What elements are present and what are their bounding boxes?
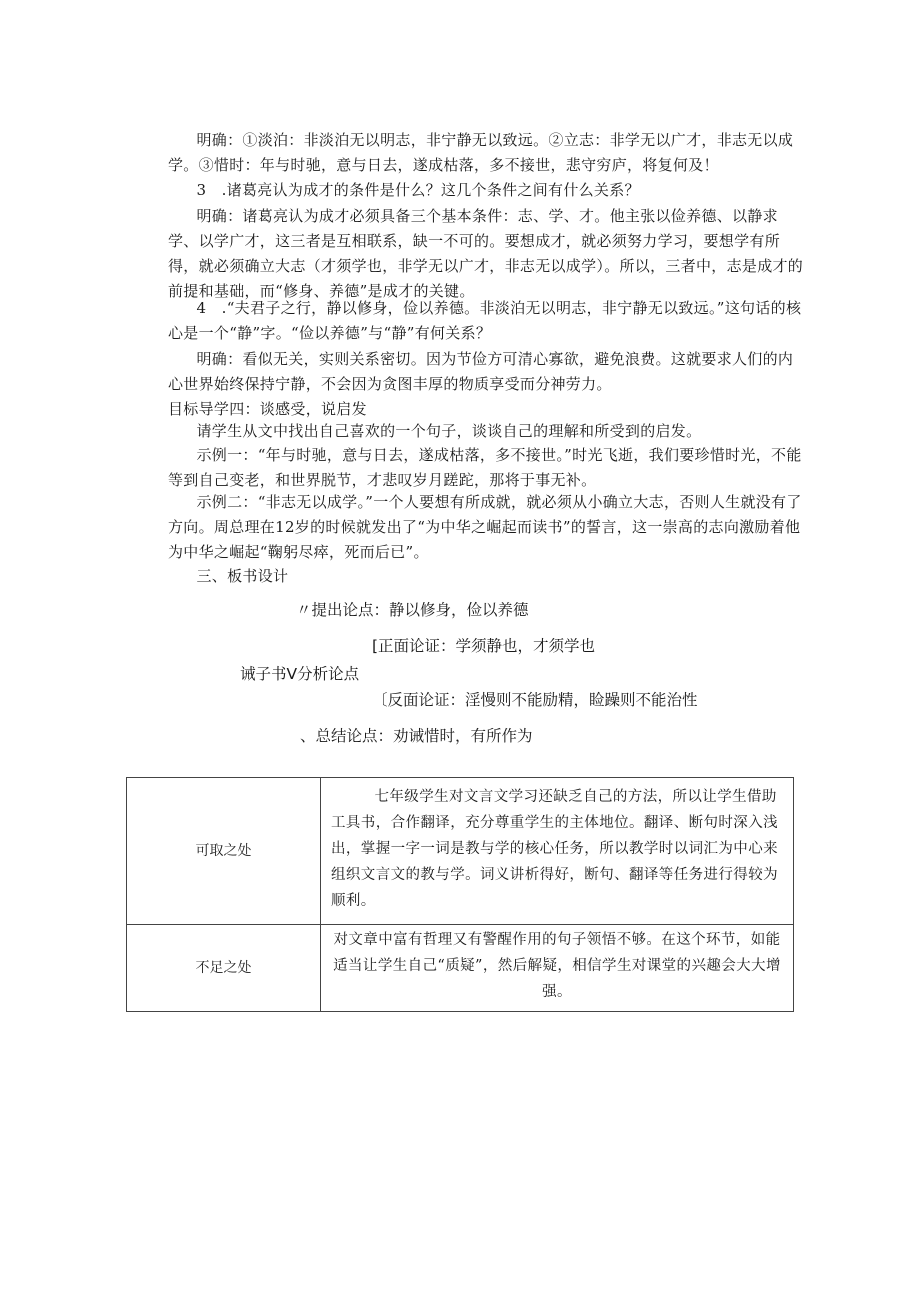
- board-conclusion: 、总结论点：劝诫惜时，有所作为: [300, 727, 533, 745]
- goal-heading-4: 目标导学四：谈感受，说启发: [168, 400, 367, 418]
- table-row: [127, 925, 794, 1012]
- reflection-table: [126, 777, 794, 1012]
- question-4: 4 .“夫君子之行，静以修身，俭以养德。非淡泊无以明志，非宁静无以致远。”这句话的核心是一个“静”字。“俭以养德”与“静”有何关系？: [168, 299, 802, 342]
- example-1: 示例一：“年与时驰，意与日去，遂成枯落，多不接世。”时光飞逝，我们要珍惜时光，不能等到自己变老，和世界脱节，才悲叹岁月蹉跎，那将于事无补。: [168, 446, 802, 489]
- section-board-design: 三、板书设计: [196, 567, 289, 585]
- table-row: [127, 778, 794, 925]
- weaknesses-label: 不足之处: [127, 925, 321, 1012]
- strengths-text: 七年级学生对文言文学习还缺乏自己的方法，所以让学生借助工具书，合作翻译，充分尊重学生的主体地位。翻译、断句时深入浅出，掌握一字一词是教与学的核心任务，所以教学时以词汇为中心来组织文言文的教与学。词义讲析得好，断句、翻译等任务进行得较为顺利。: [321, 778, 794, 925]
- weaknesses-text: 对文章中富有哲理又有警醒作用的句子领悟不够。在这个环节，如能适当让学生自己“质疑”，然后解疑，相信学生对课堂的兴趣会大大增强。: [321, 925, 794, 1012]
- question-3: 3 .诸葛亮认为成才的条件是什么？这几个条件之间有什么关系？: [196, 181, 640, 199]
- board-claim: 〃提出论点：静以修身，俭以养德: [296, 601, 529, 619]
- board-positive-argument: [正面论证：学须静也，才须学也: [372, 637, 596, 655]
- task-instruction: 请学生从文中找出自己喜欢的一个句子，谈谈自己的理解和所受到的启发。: [196, 422, 702, 440]
- board-title-analysis: 诫子书Ⅴ分析论点: [240, 665, 360, 683]
- board-negative-argument: 〔反面论证：淫慢则不能励精，睑躁则不能治性: [372, 691, 698, 709]
- answer-paragraph-3: 明确：诸葛亮认为成才必须具备三个基本条件：志、学、才。他主张以俭养德、以静求学、以学广才，这三者是互相联系，缺一不可的。要想成才，就必须努力学习，要想学有所得，就必须确立大志（才须学也，非学无以广才，非志无以成学）。所以，三者中，志是成才的前提和基础，而“修身、养德”是成才的关键。: [168, 207, 804, 300]
- answer-paragraph-1: 明确：①淡泊：非淡泊无以明志，非宁静无以致远。②立志：非学无以广才，非志无以成学。③惜时：年与时驰，意与日去，遂成枯落，多不接世，悲守穷庐，将复何及！: [168, 131, 794, 174]
- strengths-label: 可取之处: [127, 778, 321, 925]
- example-2: 示例二：“非志无以成学。”一个人要想有所成就，就必须从小确立大志，否则人生就没有了方向。周总理在12岁的时候就发出了“为中华之崛起而读书”的誓言，这一崇高的志向激励着他为中华之崛起“鞠躬尽瘁，死而后已”。: [168, 493, 802, 561]
- answer-paragraph-4: 明确：看似无关，实则关系密切。因为节俭方可清心寡欲，避免浪费。这就要求人们的内心世界始终保持宁静，不会因为贪图丰厚的物质享受而分神劳力。: [168, 350, 794, 393]
